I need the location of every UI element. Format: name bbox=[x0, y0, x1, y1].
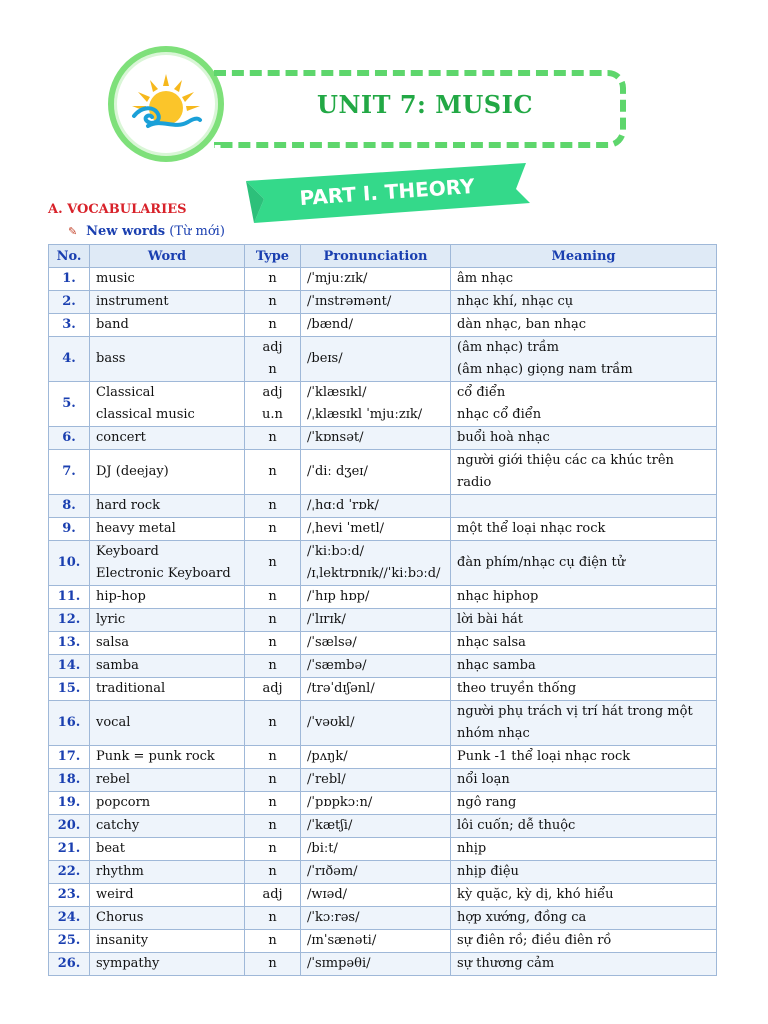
type-text: n bbox=[268, 362, 277, 377]
cell-type bbox=[245, 701, 301, 746]
row-number: 9. bbox=[49, 518, 90, 541]
cell-meaning bbox=[451, 291, 717, 314]
row-number: 10. bbox=[49, 541, 90, 586]
type-text: n bbox=[268, 715, 277, 730]
meaning-text: lôi cuốn; dễ thuộc bbox=[457, 818, 576, 833]
meaning-text: sự điên rồ; điều điên rồ bbox=[457, 933, 612, 948]
cell-type bbox=[245, 518, 301, 541]
cell-meaning bbox=[451, 427, 717, 450]
row-number: 12. bbox=[49, 609, 90, 632]
row-number: 21. bbox=[49, 838, 90, 861]
table-header-row bbox=[49, 245, 717, 268]
table-row bbox=[49, 291, 717, 314]
cell-word bbox=[90, 838, 245, 861]
pron-text: /ˈrebl/ bbox=[307, 772, 346, 787]
cell-meaning bbox=[451, 838, 717, 861]
row-number: 26. bbox=[49, 953, 90, 976]
cell-type bbox=[245, 953, 301, 976]
cell-pron bbox=[301, 291, 451, 314]
table-row bbox=[49, 861, 717, 884]
type-text: adj bbox=[262, 385, 283, 400]
cell-meaning bbox=[451, 337, 717, 382]
meaning-text: âm nhạc bbox=[457, 271, 513, 286]
table-row bbox=[49, 815, 717, 838]
row-number: 24. bbox=[49, 907, 90, 930]
cell-pron bbox=[301, 884, 451, 907]
cell-type bbox=[245, 291, 301, 314]
meaning-text: theo truyền thống bbox=[457, 681, 577, 696]
word-text: hard rock bbox=[96, 498, 160, 513]
cell-type bbox=[245, 746, 301, 769]
cell-word bbox=[90, 746, 245, 769]
cell-type bbox=[245, 632, 301, 655]
table-row bbox=[49, 450, 717, 495]
cell-pron bbox=[301, 953, 451, 976]
type-text: n bbox=[268, 521, 277, 536]
meaning-text: nhạc samba bbox=[457, 658, 536, 673]
pron-text: /biːt/ bbox=[307, 841, 338, 856]
cell-meaning bbox=[451, 815, 717, 838]
row-number: 14. bbox=[49, 655, 90, 678]
cell-meaning bbox=[451, 450, 717, 495]
cell-pron bbox=[301, 450, 451, 495]
meaning-text: đàn phím/nhạc cụ điện tử bbox=[457, 555, 626, 570]
table-row bbox=[49, 337, 717, 382]
row-number: 3. bbox=[49, 314, 90, 337]
cell-word bbox=[90, 518, 245, 541]
table-row bbox=[49, 609, 717, 632]
table-row bbox=[49, 586, 717, 609]
meaning-text: kỳ quặc, kỳ dị, khó hiểu bbox=[457, 887, 614, 902]
row-number: 19. bbox=[49, 792, 90, 815]
type-text: n bbox=[268, 910, 277, 925]
word-text: instrument bbox=[96, 294, 169, 309]
word-text: Punk = punk rock bbox=[96, 749, 215, 764]
cell-word bbox=[90, 953, 245, 976]
meaning-text: Punk -1 thể loại nhạc rock bbox=[457, 749, 631, 764]
pron-text: /ˈɪnstrəmənt/ bbox=[307, 294, 392, 309]
cell-type bbox=[245, 655, 301, 678]
row-number: 6. bbox=[49, 427, 90, 450]
cell-pron bbox=[301, 337, 451, 382]
word-text: Classical bbox=[96, 385, 155, 400]
cell-pron bbox=[301, 907, 451, 930]
row-number: 22. bbox=[49, 861, 90, 884]
cell-word bbox=[90, 268, 245, 291]
table-row bbox=[49, 518, 717, 541]
row-number: 23. bbox=[49, 884, 90, 907]
cell-meaning bbox=[451, 609, 717, 632]
cell-meaning bbox=[451, 861, 717, 884]
row-number: 1. bbox=[49, 268, 90, 291]
cell-type bbox=[245, 427, 301, 450]
type-text: u.n bbox=[262, 407, 283, 422]
cell-pron bbox=[301, 541, 451, 586]
cell-meaning bbox=[451, 907, 717, 930]
pencil-icon: ✎ bbox=[68, 225, 78, 238]
word-text: band bbox=[96, 317, 129, 332]
row-number: 4. bbox=[49, 337, 90, 382]
meaning-text bbox=[457, 495, 710, 517]
meaning-text: người phụ trách vị trí hát trong một bbox=[457, 704, 693, 719]
cell-type bbox=[245, 382, 301, 427]
table-row bbox=[49, 632, 717, 655]
cell-pron bbox=[301, 609, 451, 632]
type-text: adj bbox=[262, 681, 283, 696]
row-number: 8. bbox=[49, 495, 90, 518]
pron-text: /ɪnˈsænəti/ bbox=[307, 933, 377, 948]
pron-text: /ˈpɒpkɔːn/ bbox=[307, 795, 373, 810]
cell-meaning bbox=[451, 586, 717, 609]
cell-type bbox=[245, 930, 301, 953]
meaning-text: ngô rang bbox=[457, 795, 517, 810]
pron-text: /ˌhevi ˈmetl/ bbox=[307, 521, 385, 536]
type-text: n bbox=[268, 818, 277, 833]
cell-meaning bbox=[451, 769, 717, 792]
word-text: bass bbox=[96, 351, 126, 366]
row-number: 17. bbox=[49, 746, 90, 769]
cell-pron bbox=[301, 314, 451, 337]
cell-word bbox=[90, 701, 245, 746]
word-text: Chorus bbox=[96, 910, 144, 925]
cell-meaning bbox=[451, 678, 717, 701]
cell-pron bbox=[301, 746, 451, 769]
word-text: insanity bbox=[96, 933, 149, 948]
cell-pron bbox=[301, 838, 451, 861]
meaning-text: nhạc khí, nhạc cụ bbox=[457, 294, 574, 309]
cell-type bbox=[245, 792, 301, 815]
cell-meaning bbox=[451, 314, 717, 337]
word-text: music bbox=[96, 271, 135, 286]
meaning-text: nhóm nhạc bbox=[457, 726, 530, 741]
table-row bbox=[49, 268, 717, 291]
cell-word bbox=[90, 907, 245, 930]
header-meaning: Meaning bbox=[451, 245, 717, 268]
type-text: n bbox=[268, 658, 277, 673]
type-text: n bbox=[268, 317, 277, 332]
pron-text: /ɪˌlektrɒnɪk//ˈkiːbɔːd/ bbox=[307, 566, 441, 581]
meaning-text: nhạc cổ điển bbox=[457, 407, 542, 422]
table-row bbox=[49, 495, 717, 518]
meaning-text: (âm nhạc) giọng nam trầm bbox=[457, 362, 633, 377]
table-row bbox=[49, 701, 717, 746]
cell-word bbox=[90, 450, 245, 495]
cell-meaning bbox=[451, 930, 717, 953]
word-text: vocal bbox=[96, 715, 131, 730]
pron-text: /ˌhɑːd ˈrɒk/ bbox=[307, 498, 379, 513]
cell-type bbox=[245, 609, 301, 632]
cell-meaning bbox=[451, 792, 717, 815]
meaning-text: cổ điển bbox=[457, 385, 506, 400]
pron-text: /ˈkɔːrəs/ bbox=[307, 910, 360, 925]
cell-pron bbox=[301, 427, 451, 450]
type-text: n bbox=[268, 589, 277, 604]
cell-type bbox=[245, 450, 301, 495]
cell-pron bbox=[301, 655, 451, 678]
table-row bbox=[49, 655, 717, 678]
pron-text: /wɪəd/ bbox=[307, 887, 348, 902]
word-text: popcorn bbox=[96, 795, 151, 810]
cell-word bbox=[90, 291, 245, 314]
type-text: n bbox=[268, 795, 277, 810]
cell-word bbox=[90, 655, 245, 678]
cell-word bbox=[90, 427, 245, 450]
word-text: beat bbox=[96, 841, 125, 856]
meaning-text: sự thương cảm bbox=[457, 956, 555, 971]
pron-text: /ˈmjuːzɪk/ bbox=[307, 271, 368, 286]
word-text: concert bbox=[96, 430, 146, 445]
type-text: n bbox=[268, 430, 277, 445]
meaning-text: nhạc salsa bbox=[457, 635, 526, 650]
vocabulary-table bbox=[48, 244, 717, 976]
table-row bbox=[49, 838, 717, 861]
word-text: Electronic Keyboard bbox=[96, 566, 231, 581]
cell-pron bbox=[301, 701, 451, 746]
pron-text: /ˈvəʊkl/ bbox=[307, 715, 355, 730]
row-number: 13. bbox=[49, 632, 90, 655]
cell-type bbox=[245, 769, 301, 792]
row-number: 15. bbox=[49, 678, 90, 701]
meaning-text: lời bài hát bbox=[457, 612, 523, 627]
cell-word bbox=[90, 769, 245, 792]
cell-word bbox=[90, 884, 245, 907]
row-number: 2. bbox=[49, 291, 90, 314]
table-row bbox=[49, 427, 717, 450]
cell-type bbox=[245, 495, 301, 518]
word-text: Keyboard bbox=[96, 544, 159, 559]
meaning-text: người giới thiệu các ca khúc trên radio bbox=[457, 453, 674, 490]
cell-word bbox=[90, 609, 245, 632]
cell-meaning bbox=[451, 746, 717, 769]
cell-type bbox=[245, 586, 301, 609]
table-row bbox=[49, 746, 717, 769]
type-text: n bbox=[268, 294, 277, 309]
cell-word bbox=[90, 632, 245, 655]
unit-title: UNIT 7: MUSIC bbox=[317, 90, 533, 119]
sun-wave-logo-icon bbox=[128, 72, 204, 136]
type-text: n bbox=[268, 498, 277, 513]
type-text: n bbox=[268, 772, 277, 787]
cell-meaning bbox=[451, 268, 717, 291]
table-row bbox=[49, 678, 717, 701]
cell-type bbox=[245, 815, 301, 838]
header-type: Type bbox=[245, 245, 301, 268]
row-number: 16. bbox=[49, 701, 90, 746]
cell-meaning bbox=[451, 655, 717, 678]
word-text: weird bbox=[96, 887, 134, 902]
pron-text: /ˈrɪðəm/ bbox=[307, 864, 358, 879]
subsection-bold: New words bbox=[86, 224, 166, 239]
word-text: samba bbox=[96, 658, 139, 673]
subsection-rest: (Từ mới) bbox=[165, 224, 225, 239]
cell-word bbox=[90, 337, 245, 382]
meaning-text: (âm nhạc) trầm bbox=[457, 340, 559, 355]
cell-meaning bbox=[451, 541, 717, 586]
pron-text: /ˈsɪmpəθi/ bbox=[307, 956, 371, 971]
cell-word bbox=[90, 678, 245, 701]
cell-type bbox=[245, 678, 301, 701]
row-number: 7. bbox=[49, 450, 90, 495]
meaning-text: dàn nhạc, ban nhạc bbox=[457, 317, 586, 332]
word-text: lyric bbox=[96, 612, 126, 627]
word-text: rhythm bbox=[96, 864, 144, 879]
cell-pron bbox=[301, 815, 451, 838]
cell-word bbox=[90, 930, 245, 953]
pron-text: /ˈsælsə/ bbox=[307, 635, 357, 650]
logo-badge bbox=[108, 46, 224, 162]
row-number: 25. bbox=[49, 930, 90, 953]
type-text: adj bbox=[262, 340, 283, 355]
word-text: sympathy bbox=[96, 956, 160, 971]
pron-text: /ˈkɒnsət/ bbox=[307, 430, 364, 445]
cell-pron bbox=[301, 268, 451, 291]
cell-pron bbox=[301, 495, 451, 518]
pron-text: /ˈlɪrɪk/ bbox=[307, 612, 346, 627]
meaning-text: một thể loại nhạc rock bbox=[457, 521, 606, 536]
type-text: n bbox=[268, 555, 277, 570]
table-row bbox=[49, 884, 717, 907]
pron-text: /ˈhɪp hɒp/ bbox=[307, 589, 370, 604]
cell-meaning bbox=[451, 495, 717, 518]
type-text: n bbox=[268, 464, 277, 479]
cell-word bbox=[90, 382, 245, 427]
table-row bbox=[49, 930, 717, 953]
type-text: n bbox=[268, 612, 277, 627]
cell-meaning bbox=[451, 884, 717, 907]
cell-type bbox=[245, 907, 301, 930]
cell-pron bbox=[301, 930, 451, 953]
header-no: No. bbox=[49, 245, 90, 268]
word-text: heavy metal bbox=[96, 521, 176, 536]
type-text: adj bbox=[262, 887, 283, 902]
pron-text: /ˌklæsɪkl ˈmjuːzɪk/ bbox=[307, 407, 423, 422]
type-text: n bbox=[268, 841, 277, 856]
table-row bbox=[49, 907, 717, 930]
cell-pron bbox=[301, 586, 451, 609]
pron-text: /ˈkiːbɔːd/ bbox=[307, 544, 365, 559]
pron-text: /pʌŋk/ bbox=[307, 749, 348, 764]
part-title: PART I. THEORY bbox=[298, 173, 476, 211]
cell-meaning bbox=[451, 382, 717, 427]
cell-pron bbox=[301, 769, 451, 792]
cell-word bbox=[90, 541, 245, 586]
type-text: n bbox=[268, 635, 277, 650]
table-row bbox=[49, 769, 717, 792]
cell-type bbox=[245, 838, 301, 861]
header-pronunciation: Pronunciation bbox=[301, 245, 451, 268]
cell-word bbox=[90, 314, 245, 337]
meaning-text: nhịp bbox=[457, 841, 487, 856]
cell-meaning bbox=[451, 632, 717, 655]
table-row bbox=[49, 382, 717, 427]
subsection-title bbox=[68, 224, 225, 239]
type-text: n bbox=[268, 956, 277, 971]
cell-type bbox=[245, 314, 301, 337]
table-row bbox=[49, 541, 717, 586]
table-row bbox=[49, 792, 717, 815]
cell-type bbox=[245, 268, 301, 291]
meaning-text: nổi loạn bbox=[457, 772, 510, 787]
table-row bbox=[49, 314, 717, 337]
row-number: 5. bbox=[49, 382, 90, 427]
pron-text: /ˈdiː dʒeɪ/ bbox=[307, 464, 368, 479]
cell-word bbox=[90, 586, 245, 609]
meaning-text: buổi hoà nhạc bbox=[457, 430, 550, 445]
word-text: catchy bbox=[96, 818, 140, 833]
cell-word bbox=[90, 861, 245, 884]
section-title: A. VOCABULARIES bbox=[48, 202, 187, 217]
type-text: n bbox=[268, 749, 277, 764]
word-text: DJ (deejay) bbox=[96, 464, 169, 479]
pron-text: /bænd/ bbox=[307, 317, 353, 332]
pron-text: /beɪs/ bbox=[307, 351, 343, 366]
cell-pron bbox=[301, 678, 451, 701]
cell-type bbox=[245, 861, 301, 884]
word-text: hip-hop bbox=[96, 589, 146, 604]
cell-type bbox=[245, 884, 301, 907]
row-number: 18. bbox=[49, 769, 90, 792]
cell-pron bbox=[301, 382, 451, 427]
row-number: 11. bbox=[49, 586, 90, 609]
pron-text: /trəˈdɪʃənl/ bbox=[307, 681, 375, 696]
word-text: traditional bbox=[96, 681, 166, 696]
cell-word bbox=[90, 815, 245, 838]
cell-meaning bbox=[451, 953, 717, 976]
type-text: n bbox=[268, 933, 277, 948]
pron-text: /ˈkætʃi/ bbox=[307, 818, 353, 833]
pron-text: /ˈsæmbə/ bbox=[307, 658, 367, 673]
type-text: n bbox=[268, 271, 277, 286]
cell-type bbox=[245, 541, 301, 586]
meaning-text: hợp xướng, đồng ca bbox=[457, 910, 587, 925]
word-text: salsa bbox=[96, 635, 130, 650]
meaning-text: nhịp điệu bbox=[457, 864, 519, 879]
word-text: rebel bbox=[96, 772, 131, 787]
cell-word bbox=[90, 792, 245, 815]
row-number: 20. bbox=[49, 815, 90, 838]
cell-meaning bbox=[451, 518, 717, 541]
cell-pron bbox=[301, 518, 451, 541]
table-row bbox=[49, 953, 717, 976]
type-text: n bbox=[268, 864, 277, 879]
word-text: classical music bbox=[96, 407, 195, 422]
cell-pron bbox=[301, 792, 451, 815]
header-word: Word bbox=[90, 245, 245, 268]
cell-word bbox=[90, 495, 245, 518]
cell-pron bbox=[301, 632, 451, 655]
cell-meaning bbox=[451, 701, 717, 746]
cell-type bbox=[245, 337, 301, 382]
pron-text: /ˈklæsɪkl/ bbox=[307, 385, 367, 400]
cell-pron bbox=[301, 861, 451, 884]
table-body bbox=[49, 268, 717, 976]
meaning-text: nhạc hiphop bbox=[457, 589, 539, 604]
